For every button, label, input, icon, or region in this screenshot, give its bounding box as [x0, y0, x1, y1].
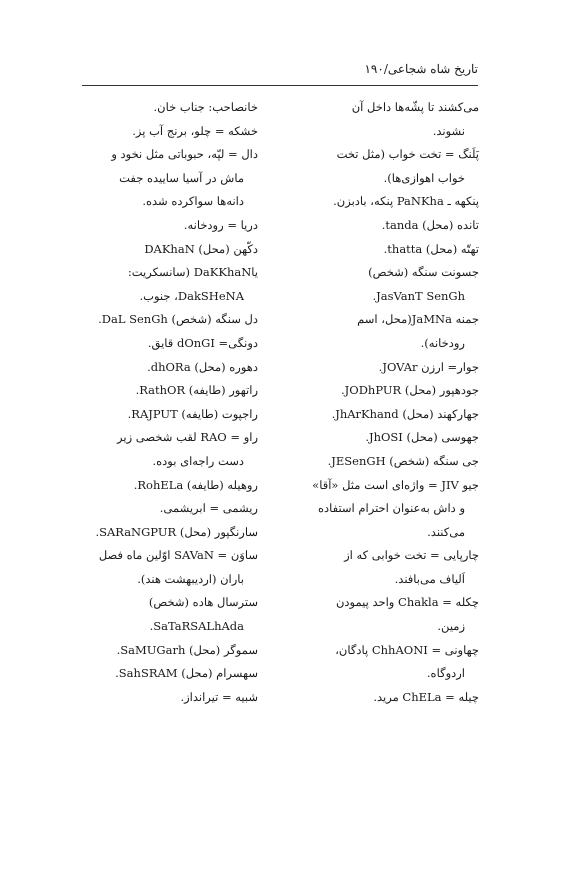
glossary-line: جمنه JaMNa(محل، اسم [357, 312, 479, 327]
header-rule [82, 85, 478, 86]
glossary-line: اردوگاه. [426, 666, 465, 681]
glossary-line: دل سنگه (شخص) DaL SenGh. [98, 312, 258, 327]
glossary-line: جسونت سنگه (شخص) [368, 265, 479, 280]
glossary-line: سارنگپور (محل) SARaNGPUR. [95, 524, 258, 539]
glossary-line: راجپوت (طایفه) RAJPUT. [127, 406, 258, 421]
glossary-column-left [68, 96, 258, 709]
glossary-line: جودهپور (محل) JODhPUR. [341, 383, 479, 398]
glossary-line: راو = RAO لقب شخصی زیر [117, 430, 258, 445]
glossary-line: DakSHeNA، جنوب. [139, 288, 244, 303]
glossary-line: اَلیاف می‌بافند. [394, 571, 465, 586]
glossary-line: دریا = رودخانه. [183, 217, 258, 232]
glossary-line: ساوَن = SAVaN اوّلین ماه فصل [98, 548, 258, 563]
page-header-title: تاریخ شاه شجاعی/۱۹۰ [364, 62, 478, 76]
glossary-line: جی سنگه (شخص) JESenGH. [327, 453, 479, 468]
glossary-line: رودخانه). [420, 335, 465, 350]
glossary-line: ریشمی = ابریشمی. [159, 501, 258, 516]
glossary-line: روهیله (طایفه) RohELa. [133, 477, 258, 492]
glossary-line: یاDaKKhaN (سانسکریت: [127, 265, 258, 280]
glossary-line: می‌کشند تا پشّه‌ها داخل آن [351, 100, 479, 114]
glossary-line: پنکهه ـ PaNKha پنکه، بادبزن. [333, 194, 479, 209]
glossary-line: خواب اهوازی‌ها). [383, 170, 465, 185]
glossary-line: پَلَنگ = تخت خواب (مثل تخت [336, 147, 479, 162]
glossary-line: دهوره (محل) dhORa. [147, 359, 258, 374]
glossary-line: دکّهن (محل) DAKhaN [144, 241, 258, 256]
glossary-line: تهتّه (محل) thatta. [383, 241, 479, 256]
running-header [82, 62, 478, 76]
glossary-line: تانده (محل) tanda. [381, 217, 479, 232]
glossary-line: چکله = Chakla واحد پیمودن [335, 595, 479, 610]
glossary-line: جوار= ارزن JOVAr. [378, 359, 479, 374]
glossary-line: SaTaRSALhAda. [149, 619, 244, 634]
glossary-line: چیله = ChELa مرید. [373, 689, 479, 704]
glossary-column-right [295, 96, 479, 709]
glossary-line: خشکه = چلو، برنج آب پز. [132, 123, 258, 138]
glossary-line: دونگی= dOnGI قایق. [147, 335, 258, 350]
glossary-line: و داش به‌عنوان احترام استفاده [317, 501, 465, 516]
glossary-line: سموگر (محل) SaMUGarh. [116, 642, 258, 657]
glossary-line: راتهور (طایفه) RathOR. [135, 383, 258, 398]
glossary-line: شبیه = تیرانداز. [180, 689, 258, 704]
glossary-line: می‌کنند. [427, 524, 465, 539]
glossary-line: خانصاحب: جناب خان. [153, 100, 258, 114]
glossary-line: جهوسی (محل) JhOSI. [365, 430, 479, 445]
glossary-line: زمین. [437, 619, 465, 634]
glossary-line: JasVanT SenGh. [372, 288, 465, 303]
glossary-line: باران (اردیبهشت هند). [137, 571, 244, 586]
glossary-line: نشوند. [432, 123, 465, 138]
glossary-line: سترسال هاده (شخص) [148, 595, 258, 610]
glossary-line: دانه‌ها سواکرده شده. [142, 194, 244, 209]
glossary-line: سهسرام (محل) SahSRAM. [115, 666, 258, 681]
glossary-line: چارپایی = تخت خوابی که از [344, 548, 479, 563]
glossary-line: جیو JIV = واژه‌ای است مثل «آقا» [312, 477, 479, 492]
glossary-line: دست راجه‌ای بوده. [152, 453, 244, 468]
glossary-line: دال = لپّه، حبوباتی مثل نخود و [111, 147, 258, 162]
glossary-line: جهارکهند (محل) JhArKhand. [331, 406, 479, 421]
glossary-line: ماش در آسیا ساییده جفت [119, 170, 244, 185]
glossary-line: چهاونی = ChhAONI پادگان، [335, 642, 479, 657]
